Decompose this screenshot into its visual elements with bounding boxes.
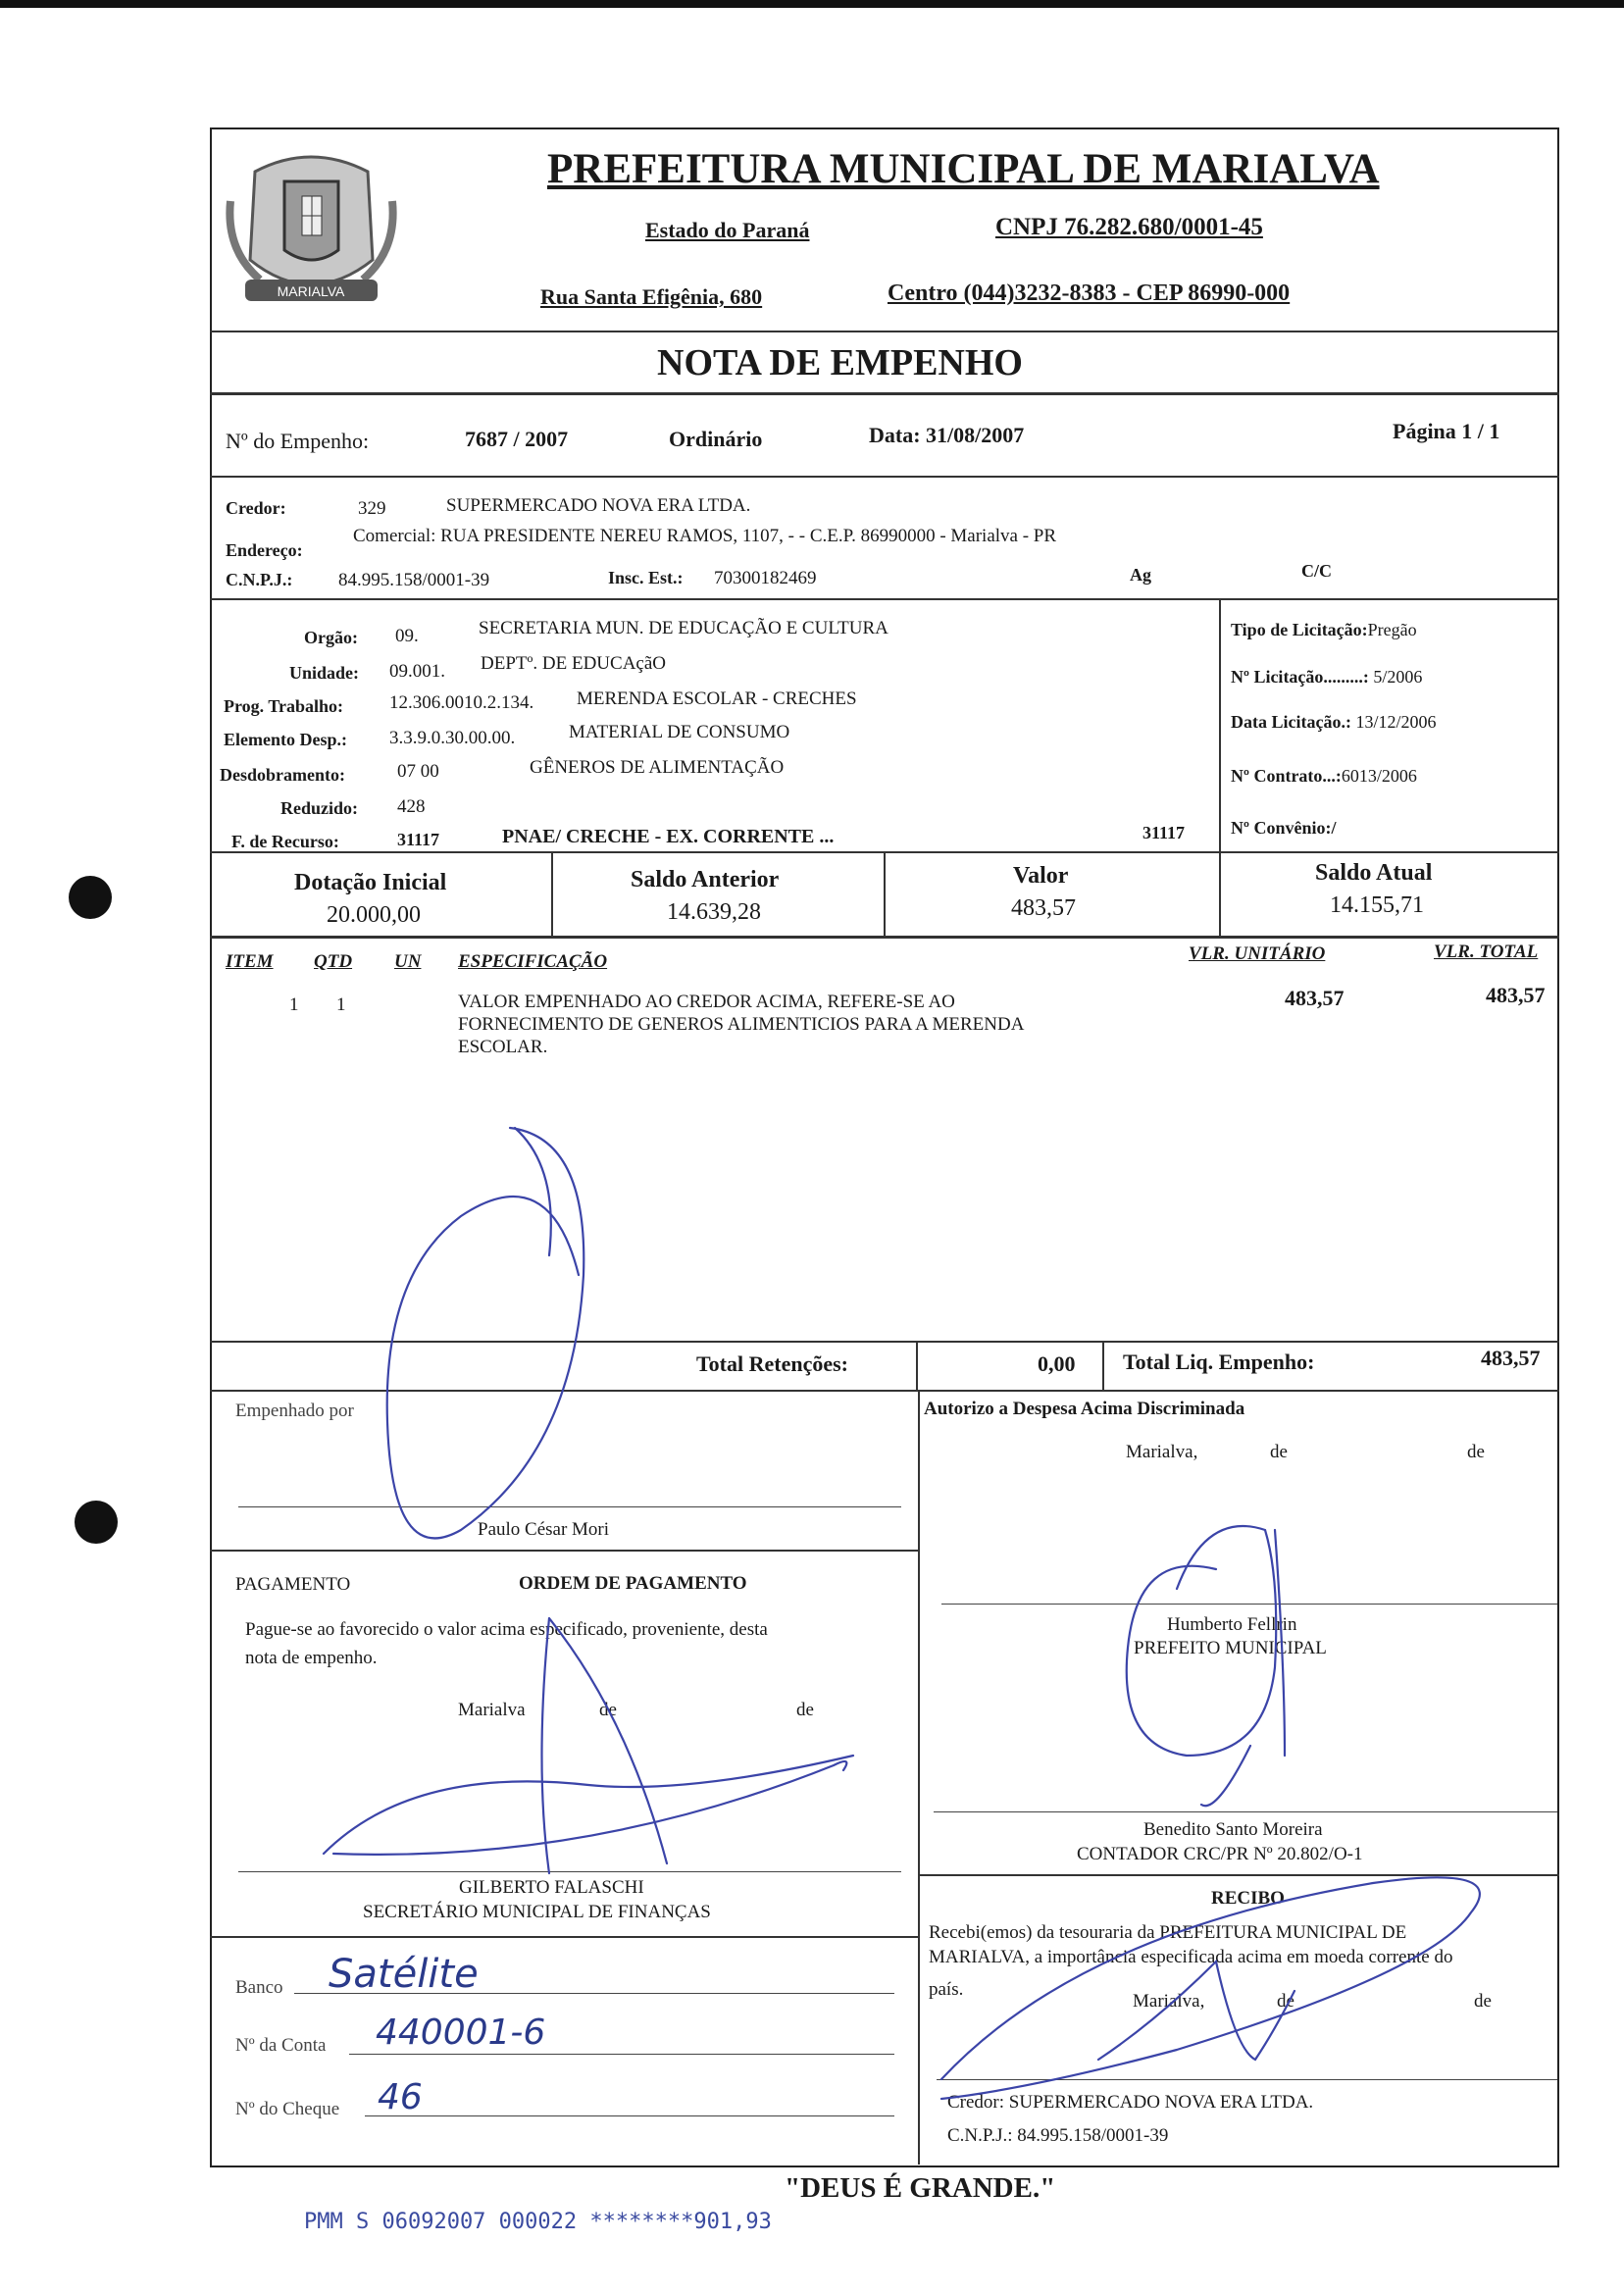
- unidade-desc: DEPTº. DE EDUCAçãO: [481, 653, 666, 674]
- elemento-label: Elemento Desp.:: [224, 730, 347, 749]
- recurso-code-2: 31117: [1142, 823, 1186, 842]
- recibo-text-line-1: Recebi(emos) da tesouraria da PREFEITURA MUNICIPAL DE: [929, 1922, 1407, 1943]
- footer-motto: "DEUS É GRANDE.": [785, 2172, 1056, 2204]
- orgao-code: 09.: [395, 626, 419, 646]
- recibo-de-2: de: [1474, 1991, 1492, 2012]
- document-title: NOTA DE EMPENHO: [657, 342, 1023, 383]
- num-licitacao-value: 5/2006: [1373, 667, 1423, 687]
- credor-name: SUPERMERCADO NOVA ERA LTDA.: [446, 495, 751, 516]
- saldo-atual-value: 14.155,71: [1330, 892, 1424, 918]
- dotacao-inicial-value: 20.000,00: [327, 902, 421, 928]
- unidade-code: 09.001.: [389, 661, 445, 682]
- tipo-licitacao-label: Tipo de Licitação:Pregão: [1231, 620, 1417, 639]
- saldo-anterior-label: Saldo Anterior: [631, 867, 780, 892]
- contador-role: CONTADOR CRC/PR Nº 20.802/O-1: [1077, 1844, 1363, 1864]
- col-item: ITEM: [226, 951, 274, 972]
- convenio-label: Nº Convênio:/: [1231, 818, 1337, 838]
- banco-label: Banco: [235, 1977, 283, 1998]
- secretario-name: GILBERTO FALASCHI: [459, 1877, 644, 1898]
- autorizo-label: Autorizo a Despesa Acima Discriminada: [924, 1399, 1245, 1419]
- num-licitacao-label: Nº Licitação.........: 5/2006: [1231, 667, 1423, 687]
- total-retencoes-value: 0,00: [1038, 1351, 1076, 1376]
- orgao-label: Orgão:: [304, 628, 358, 647]
- credor-cnpj: 84.995.158/0001-39: [338, 570, 490, 590]
- ordem-de-2: de: [796, 1700, 814, 1720]
- prefeito-name: Humberto Fellrin: [1167, 1614, 1297, 1635]
- unidade-label: Unidade:: [289, 663, 360, 683]
- desdobramento-code: 07 00: [397, 761, 439, 782]
- saldo-anterior-value: 14.639,28: [667, 899, 761, 925]
- conta-corrente-label: C/C: [1301, 561, 1332, 581]
- insc-est-value: 70300182469: [714, 568, 817, 588]
- col-valor-total: VLR. TOTAL: [1434, 942, 1539, 962]
- desdobramento-label: Desdobramento:: [220, 765, 345, 785]
- municipality-cnpj: CNPJ 76.282.680/0001-45: [995, 214, 1263, 240]
- item-desc-line-1: VALOR EMPENHADO AO CREDOR ACIMA, REFERE-SE AO: [458, 992, 955, 1012]
- credor-cnpj-label: C.N.P.J.:: [226, 570, 293, 589]
- recibo-cnpj: C.N.P.J.: 84.995.158/0001-39: [947, 2125, 1169, 2146]
- contrato-label: Nº Contrato...:6013/2006: [1231, 766, 1417, 786]
- recibo-text-line-2: MARIALVA, a importância especificada acima em moeda corrente do: [929, 1947, 1453, 1967]
- prog-trabalho-desc: MERENDA ESCOLAR - CRECHES: [577, 688, 857, 709]
- recurso-desc: PNAE/ CRECHE - EX. CORRENTE ...: [502, 826, 835, 847]
- recibo-credor: Credor: SUPERMERCADO NOVA ERA LTDA.: [947, 2092, 1314, 2113]
- ordem-pagamento-label: ORDEM DE PAGAMENTO: [519, 1573, 747, 1594]
- col-especificacao: ESPECIFICAÇÃO: [458, 951, 608, 972]
- ordem-text-line-1: Pague-se ao favorecido o valor acima especificado, proveniente, desta: [245, 1619, 768, 1640]
- col-qtd: QTD: [314, 951, 353, 972]
- recibo-city: Marialva,: [1133, 1991, 1205, 2012]
- item-valor-unitario: 483,57: [1285, 986, 1345, 1010]
- signature-empenhado-loop: [515, 1128, 551, 1255]
- total-liquido-label: Total Liq. Empenho:: [1123, 1350, 1315, 1374]
- recurso-label: F. de Recurso:: [231, 832, 339, 851]
- insc-est-label: Insc. Est.:: [608, 568, 684, 587]
- autorizo-de-1: de: [1270, 1442, 1288, 1462]
- municipality-contact: Centro (044)3232-8383 - CEP 86990-000: [888, 280, 1291, 306]
- reduzido-value: 428: [397, 796, 426, 817]
- item-qtd: 1: [336, 994, 346, 1015]
- desdobramento-desc: GÊNEROS DE ALIMENTAÇÃO: [530, 757, 785, 778]
- conta-label: Nº da Conta: [235, 2035, 327, 2056]
- autorizo-city: Marialva,: [1126, 1442, 1198, 1462]
- seal-banner: MARIALVA: [277, 283, 345, 299]
- prefeito-role: PREFEITO MUNICIPAL: [1134, 1638, 1327, 1658]
- recibo-de-1: de: [1277, 1991, 1294, 2012]
- ordem-de-1: de: [599, 1700, 617, 1720]
- credor-code: 329: [358, 498, 386, 519]
- prog-trabalho-code: 12.306.0010.2.134.: [389, 692, 534, 713]
- secretario-role: SECRETÁRIO MUNICIPAL DE FINANÇAS: [363, 1902, 711, 1922]
- credor-label: Credor:: [226, 498, 286, 518]
- col-valor-unitario: VLR. UNITÁRIO: [1189, 943, 1326, 964]
- item-number: 1: [289, 994, 299, 1015]
- recibo-label: RECIBO: [1211, 1888, 1285, 1909]
- agencia-label: Ag: [1130, 565, 1151, 585]
- contrato-value: 6013/2006: [1341, 766, 1417, 786]
- contador-name: Benedito Santo Moreira: [1143, 1819, 1323, 1840]
- municipality-title: PREFEITURA MUNICIPAL DE MARIALVA: [547, 146, 1380, 192]
- recurso-code: 31117: [397, 830, 440, 849]
- valor-value: 483,57: [1011, 895, 1076, 921]
- empenhado-por-name: Paulo César Mori: [478, 1519, 610, 1540]
- ordem-city: Marialva: [458, 1700, 526, 1720]
- item-desc-line-2: FORNECIMENTO DE GENEROS ALIMENTICIOS PARA A MERENDA: [458, 1014, 1025, 1035]
- tipo-licitacao-value: Pregão: [1367, 620, 1417, 639]
- valor-label: Valor: [1013, 863, 1069, 889]
- payment-stamp: PMM S 06092007 000022 ********901,93: [304, 2210, 772, 2234]
- reduzido-label: Reduzido:: [280, 798, 359, 818]
- page-number: Página 1 / 1: [1393, 419, 1500, 443]
- pagamento-label: PAGAMENTO: [235, 1574, 351, 1595]
- empenho-type: Ordinário: [669, 427, 763, 451]
- cheque-label: Nº do Cheque: [235, 2099, 340, 2119]
- ordem-text-line-2: nota de empenho.: [245, 1648, 378, 1668]
- col-un: UN: [394, 951, 422, 972]
- empenhado-por-label: Empenhado por: [235, 1401, 354, 1421]
- signature-credor: [941, 1877, 1480, 2099]
- data-licitacao-value: 13/12/2006: [1355, 712, 1437, 732]
- empenho-number-label: Nº do Empenho:: [226, 429, 370, 453]
- total-liquido-value: 483,57: [1481, 1346, 1541, 1370]
- elemento-desc: MATERIAL DE CONSUMO: [569, 722, 790, 742]
- item-valor-total: 483,57: [1486, 983, 1546, 1007]
- recibo-text-line-3: país.: [929, 1979, 964, 2000]
- empenho-date: Data: 31/08/2007: [869, 423, 1025, 447]
- municipality-address: Rua Santa Efigênia, 680: [540, 284, 763, 309]
- endereco-label: Endereço:: [226, 540, 303, 560]
- data-licitacao-label: Data Licitação.: 13/12/2006: [1231, 712, 1437, 732]
- total-retencoes-label: Total Retenções:: [696, 1351, 848, 1376]
- banco-value: Satélite: [329, 1952, 479, 1997]
- endereco-value: Comercial: RUA PRESIDENTE NEREU RAMOS, 1107, - - C.E.P. 86990000 - Marialva - PR: [353, 526, 1057, 546]
- dotacao-inicial-label: Dotação Inicial: [294, 870, 447, 895]
- state-label: Estado do Paraná: [645, 218, 810, 242]
- cheque-value: 46: [378, 2077, 423, 2117]
- prog-trabalho-label: Prog. Trabalho:: [224, 696, 344, 716]
- signature-prefeito: [1127, 1526, 1285, 1806]
- elemento-code: 3.3.9.0.30.00.00.: [389, 728, 516, 748]
- orgao-desc: SECRETARIA MUN. DE EDUCAÇÃO E CULTURA: [479, 618, 888, 638]
- autorizo-de-2: de: [1467, 1442, 1485, 1462]
- empenho-number: 7687 / 2007: [465, 427, 569, 451]
- signature-empenhado: [387, 1128, 584, 1538]
- signature-secretario: [324, 1618, 853, 1873]
- item-desc-line-3: ESCOLAR.: [458, 1037, 548, 1057]
- saldo-atual-label: Saldo Atual: [1315, 860, 1433, 886]
- conta-value: 440001-6: [376, 2013, 546, 2053]
